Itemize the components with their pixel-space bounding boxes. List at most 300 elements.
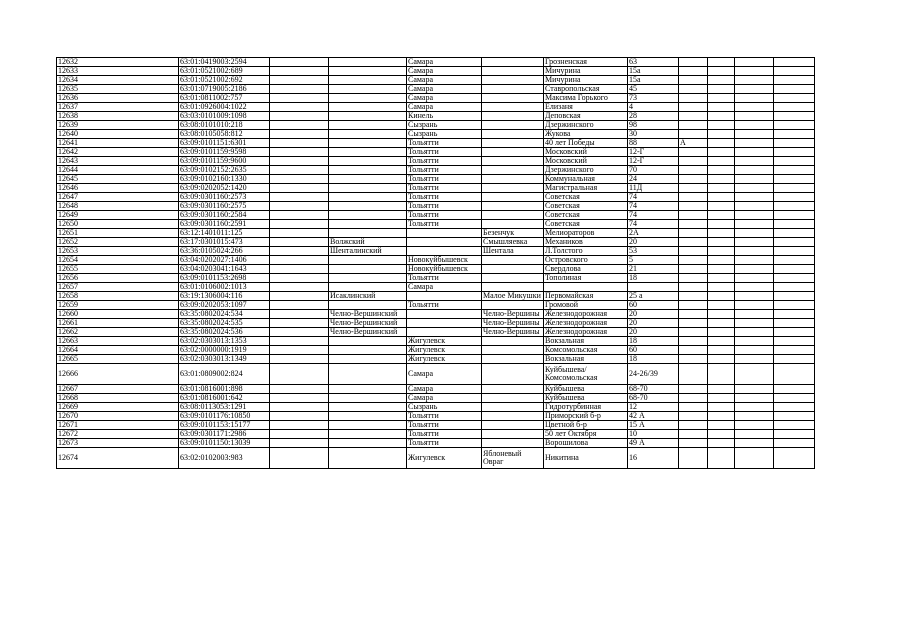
empty-cell: [774, 130, 815, 139]
empty-cell: [735, 103, 774, 112]
empty-cell: [774, 229, 815, 238]
settlement-cell: [482, 355, 544, 364]
cadastral-number-cell: 63:35:0802024:535: [179, 319, 270, 328]
district-cell: [329, 439, 407, 448]
table-row: [57, 148, 815, 157]
street-cell: Куйбышева: [544, 394, 628, 403]
empty-cell: [735, 184, 774, 193]
settlement-cell: Челно-Вершины: [482, 319, 544, 328]
empty-cell: [270, 103, 329, 112]
empty-cell: [774, 256, 815, 265]
row-number-cell: 12634: [57, 76, 179, 85]
settlement-cell: [482, 184, 544, 193]
building-cell: [679, 58, 708, 67]
district-cell: [329, 256, 407, 265]
settlement-cell: [482, 265, 544, 274]
empty-cell: [708, 328, 735, 337]
house-number-cell: 15 А: [628, 421, 679, 430]
cadastral-number-cell: 63:09:0101153:2698: [179, 274, 270, 283]
house-number-cell: 68-70: [628, 394, 679, 403]
house-number-cell: 30: [628, 130, 679, 139]
empty-cell: [735, 247, 774, 256]
table-row: [57, 238, 815, 247]
cadastral-number-cell: 63:08:0105058:812: [179, 130, 270, 139]
building-cell: [679, 202, 708, 211]
empty-cell: [774, 148, 815, 157]
empty-cell: [270, 439, 329, 448]
street-cell: Цветной б-р: [544, 421, 628, 430]
settlement-cell: [482, 85, 544, 94]
building-cell: [679, 337, 708, 346]
empty-cell: [270, 94, 329, 103]
city-cell: Тольятти: [407, 202, 482, 211]
city-cell: Самара: [407, 94, 482, 103]
building-cell: [679, 85, 708, 94]
house-number-cell: 74: [628, 211, 679, 220]
settlement-cell: [482, 364, 544, 385]
empty-cell: [774, 346, 815, 355]
house-number-cell: 60: [628, 301, 679, 310]
house-number-cell: 12-Г: [628, 148, 679, 157]
district-cell: [329, 430, 407, 439]
empty-cell: [708, 448, 735, 469]
cadastral-number-cell: 63:03:0101009:1098: [179, 112, 270, 121]
empty-cell: [708, 130, 735, 139]
street-cell: Советская: [544, 220, 628, 229]
table-row: [57, 94, 815, 103]
empty-cell: [735, 355, 774, 364]
row-number-cell: 12660: [57, 310, 179, 319]
row-number-cell: 12667: [57, 385, 179, 394]
row-number-cell: 12635: [57, 85, 179, 94]
city-cell: Тольятти: [407, 439, 482, 448]
city-cell: [407, 310, 482, 319]
empty-cell: [270, 394, 329, 403]
table-row: [57, 85, 815, 94]
row-number-cell: 12654: [57, 256, 179, 265]
empty-cell: [735, 421, 774, 430]
street-cell: Магистральная: [544, 184, 628, 193]
table-row: [57, 202, 815, 211]
empty-cell: [735, 301, 774, 310]
empty-cell: [735, 193, 774, 202]
empty-cell: [735, 265, 774, 274]
empty-cell: [774, 94, 815, 103]
empty-cell: [708, 310, 735, 319]
cadastral-number-cell: 63:09:0301160:2573: [179, 193, 270, 202]
empty-cell: [708, 403, 735, 412]
empty-cell: [270, 421, 329, 430]
cadastral-number-cell: 63:01:0811002:757: [179, 94, 270, 103]
empty-cell: [270, 184, 329, 193]
empty-cell: [708, 58, 735, 67]
settlement-cell: [482, 103, 544, 112]
empty-cell: [708, 385, 735, 394]
city-cell: Тольятти: [407, 430, 482, 439]
house-number-cell: 12-Г: [628, 157, 679, 166]
empty-cell: [270, 175, 329, 184]
city-cell: Жигулевск: [407, 337, 482, 346]
empty-cell: [270, 202, 329, 211]
empty-cell: [735, 328, 774, 337]
cadastral-number-cell: 63:02:0303013:1353: [179, 337, 270, 346]
empty-cell: [270, 319, 329, 328]
empty-cell: [735, 292, 774, 301]
empty-cell: [270, 301, 329, 310]
table-row: [57, 310, 815, 319]
street-cell: Максима Горького: [544, 94, 628, 103]
district-cell: [329, 130, 407, 139]
cadastral-number-cell: 63:01:0521002:692: [179, 76, 270, 85]
building-cell: [679, 193, 708, 202]
empty-cell: [735, 448, 774, 469]
street-cell: 40 лет Победы: [544, 139, 628, 148]
empty-cell: [270, 193, 329, 202]
table-row: [57, 130, 815, 139]
table-row: [57, 412, 815, 421]
house-number-cell: 5: [628, 256, 679, 265]
building-cell: [679, 421, 708, 430]
empty-cell: [774, 328, 815, 337]
empty-cell: [774, 265, 815, 274]
row-number-cell: 12668: [57, 394, 179, 403]
city-cell: Жигулевск: [407, 448, 482, 469]
house-number-cell: 15а: [628, 67, 679, 76]
city-cell: Самара: [407, 394, 482, 403]
empty-cell: [708, 274, 735, 283]
empty-cell: [708, 430, 735, 439]
row-number-cell: 12646: [57, 184, 179, 193]
row-number-cell: 12652: [57, 238, 179, 247]
empty-cell: [270, 211, 329, 220]
empty-cell: [735, 319, 774, 328]
row-number-cell: 12642: [57, 148, 179, 157]
house-number-cell: 20: [628, 310, 679, 319]
empty-cell: [735, 229, 774, 238]
empty-cell: [708, 157, 735, 166]
row-number-cell: 12672: [57, 430, 179, 439]
settlement-cell: [482, 220, 544, 229]
city-cell: Тольятти: [407, 211, 482, 220]
empty-cell: [774, 430, 815, 439]
row-number-cell: 12640: [57, 130, 179, 139]
city-cell: Новокуйбышевск: [407, 256, 482, 265]
cadastral-number-cell: 63:01:0816001:898: [179, 385, 270, 394]
row-number-cell: 12639: [57, 121, 179, 130]
empty-cell: [774, 220, 815, 229]
city-cell: Тольятти: [407, 148, 482, 157]
district-cell: [329, 385, 407, 394]
house-number-cell: 53: [628, 247, 679, 256]
empty-cell: [774, 193, 815, 202]
row-number-cell: 12636: [57, 94, 179, 103]
settlement-cell: [482, 439, 544, 448]
house-number-cell: 10: [628, 430, 679, 439]
empty-cell: [270, 412, 329, 421]
district-cell: [329, 346, 407, 355]
house-number-cell: 20: [628, 319, 679, 328]
empty-cell: [735, 439, 774, 448]
street-cell: Дзержинского: [544, 121, 628, 130]
city-cell: Самара: [407, 364, 482, 385]
district-cell: [329, 184, 407, 193]
empty-cell: [708, 355, 735, 364]
building-cell: [679, 157, 708, 166]
house-number-cell: 4: [628, 103, 679, 112]
district-cell: [329, 157, 407, 166]
empty-cell: [708, 283, 735, 292]
empty-cell: [735, 274, 774, 283]
building-cell: [679, 130, 708, 139]
empty-cell: [708, 412, 735, 421]
house-number-cell: [628, 283, 679, 292]
street-cell: Мичурина: [544, 76, 628, 85]
street-cell: Железнодорожная: [544, 310, 628, 319]
city-cell: Тольятти: [407, 193, 482, 202]
district-cell: [329, 364, 407, 385]
empty-cell: [708, 67, 735, 76]
empty-cell: [735, 238, 774, 247]
street-cell: 50 лет Октября: [544, 430, 628, 439]
cadastral-number-cell: 63:02:0303013:1349: [179, 355, 270, 364]
empty-cell: [270, 385, 329, 394]
empty-cell: [708, 112, 735, 121]
empty-cell: [708, 247, 735, 256]
table-row: [57, 439, 815, 448]
row-number-cell: 12671: [57, 421, 179, 430]
house-number-cell: 11Д: [628, 184, 679, 193]
row-number-cell: 12664: [57, 346, 179, 355]
empty-cell: [270, 292, 329, 301]
empty-cell: [735, 121, 774, 130]
district-cell: [329, 394, 407, 403]
house-number-cell: 25 а: [628, 292, 679, 301]
empty-cell: [708, 211, 735, 220]
building-cell: [679, 412, 708, 421]
empty-cell: [774, 283, 815, 292]
settlement-cell: [482, 76, 544, 85]
empty-cell: [774, 157, 815, 166]
empty-cell: [708, 121, 735, 130]
empty-cell: [774, 421, 815, 430]
house-number-cell: 16: [628, 448, 679, 469]
building-cell: [679, 121, 708, 130]
district-cell: [329, 211, 407, 220]
empty-cell: [270, 337, 329, 346]
settlement-cell: [482, 130, 544, 139]
row-number-cell: 12632: [57, 58, 179, 67]
table-row: [57, 274, 815, 283]
empty-cell: [774, 301, 815, 310]
empty-cell: [708, 301, 735, 310]
empty-cell: [735, 412, 774, 421]
empty-cell: [735, 394, 774, 403]
empty-cell: [708, 184, 735, 193]
empty-cell: [774, 310, 815, 319]
table-row: [57, 328, 815, 337]
row-number-cell: 12637: [57, 103, 179, 112]
district-cell: [329, 403, 407, 412]
street-cell: Никитина: [544, 448, 628, 469]
street-cell: Вокзальная: [544, 355, 628, 364]
row-number-cell: 12643: [57, 157, 179, 166]
street-cell: Ворошилова: [544, 439, 628, 448]
building-cell: [679, 448, 708, 469]
street-cell: Свердлова: [544, 265, 628, 274]
building-cell: [679, 283, 708, 292]
settlement-cell: [482, 166, 544, 175]
empty-cell: [270, 67, 329, 76]
empty-cell: [735, 175, 774, 184]
settlement-cell: [482, 148, 544, 157]
row-number-cell: 12649: [57, 211, 179, 220]
district-cell: [329, 67, 407, 76]
empty-cell: [774, 403, 815, 412]
house-number-cell: 70: [628, 166, 679, 175]
street-cell: Громовой: [544, 301, 628, 310]
building-cell: [679, 355, 708, 364]
table-row: [57, 421, 815, 430]
house-number-cell: 2А: [628, 229, 679, 238]
settlement-cell: [482, 175, 544, 184]
empty-cell: [735, 58, 774, 67]
district-cell: [329, 421, 407, 430]
empty-cell: [708, 256, 735, 265]
district-cell: [329, 85, 407, 94]
street-cell: Московский: [544, 157, 628, 166]
row-number-cell: 12661: [57, 319, 179, 328]
row-number-cell: 12650: [57, 220, 179, 229]
street-cell: Московский: [544, 148, 628, 157]
street-cell: Комсомольская: [544, 346, 628, 355]
city-cell: Самара: [407, 58, 482, 67]
empty-cell: [735, 148, 774, 157]
empty-cell: [735, 364, 774, 385]
city-cell: Тольятти: [407, 274, 482, 283]
row-number-cell: 12657: [57, 283, 179, 292]
empty-cell: [708, 76, 735, 85]
cadastral-number-cell: 63:09:0101159:9600: [179, 157, 270, 166]
city-cell: Тольятти: [407, 157, 482, 166]
settlement-cell: [482, 403, 544, 412]
district-cell: Челно-Вершинский: [329, 319, 407, 328]
house-number-cell: 42 А: [628, 412, 679, 421]
street-cell: Деповская: [544, 112, 628, 121]
empty-cell: [708, 337, 735, 346]
empty-cell: [735, 139, 774, 148]
cadastral-number-cell: 63:08:0101010:218: [179, 121, 270, 130]
district-cell: Исаклинский: [329, 292, 407, 301]
city-cell: Тольятти: [407, 166, 482, 175]
cadastral-number-cell: 63:09:0202053:1097: [179, 301, 270, 310]
empty-cell: [270, 139, 329, 148]
building-cell: [679, 229, 708, 238]
empty-cell: [774, 211, 815, 220]
building-cell: [679, 394, 708, 403]
table-row: [57, 337, 815, 346]
building-cell: [679, 148, 708, 157]
table-row: [57, 430, 815, 439]
empty-cell: [774, 166, 815, 175]
city-cell: Сызрань: [407, 403, 482, 412]
empty-cell: [270, 265, 329, 274]
district-cell: [329, 94, 407, 103]
empty-cell: [270, 76, 329, 85]
empty-cell: [708, 364, 735, 385]
empty-cell: [708, 229, 735, 238]
empty-cell: [774, 184, 815, 193]
street-cell: Гидротурбинная: [544, 403, 628, 412]
empty-cell: [270, 58, 329, 67]
row-number-cell: 12638: [57, 112, 179, 121]
building-cell: [679, 211, 708, 220]
house-number-cell: 74: [628, 193, 679, 202]
city-cell: Тольятти: [407, 139, 482, 148]
house-number-cell: 73: [628, 94, 679, 103]
settlement-cell: [482, 121, 544, 130]
empty-cell: [270, 430, 329, 439]
empty-cell: [708, 139, 735, 148]
settlement-cell: Малое Микушки: [482, 292, 544, 301]
empty-cell: [270, 220, 329, 229]
empty-cell: [774, 67, 815, 76]
settlement-cell: [482, 157, 544, 166]
empty-cell: [270, 283, 329, 292]
empty-cell: [735, 166, 774, 175]
table-row: [57, 76, 815, 85]
house-number-cell: 88: [628, 139, 679, 148]
row-number-cell: 12670: [57, 412, 179, 421]
table-row: [57, 355, 815, 364]
house-number-cell: 18: [628, 355, 679, 364]
building-cell: [679, 94, 708, 103]
empty-cell: [735, 202, 774, 211]
empty-cell: [708, 166, 735, 175]
row-number-cell: 12644: [57, 166, 179, 175]
building-cell: [679, 301, 708, 310]
cadastral-number-cell: 63:01:0809002:824: [179, 364, 270, 385]
empty-cell: [774, 76, 815, 85]
cadastral-number-cell: 63:19:1306004:116: [179, 292, 270, 301]
empty-cell: [270, 130, 329, 139]
empty-cell: [735, 430, 774, 439]
empty-cell: [270, 355, 329, 364]
empty-cell: [735, 76, 774, 85]
city-cell: Тольятти: [407, 184, 482, 193]
empty-cell: [708, 292, 735, 301]
cadastral-number-cell: 63:09:0101159:9598: [179, 148, 270, 157]
empty-cell: [708, 265, 735, 274]
row-number-cell: 12665: [57, 355, 179, 364]
city-cell: Самара: [407, 283, 482, 292]
row-number-cell: 12669: [57, 403, 179, 412]
district-cell: Волжский: [329, 238, 407, 247]
settlement-cell: [482, 94, 544, 103]
empty-cell: [708, 394, 735, 403]
district-cell: [329, 274, 407, 283]
building-cell: [679, 67, 708, 76]
cadastral-number-cell: 63:01:0521002:689: [179, 67, 270, 76]
empty-cell: [735, 256, 774, 265]
house-number-cell: 20: [628, 328, 679, 337]
empty-cell: [708, 85, 735, 94]
empty-cell: [774, 364, 815, 385]
street-cell: Тополиная: [544, 274, 628, 283]
empty-cell: [774, 112, 815, 121]
building-cell: [679, 265, 708, 274]
empty-cell: [708, 319, 735, 328]
cadastral-number-cell: 63:01:0816001:642: [179, 394, 270, 403]
